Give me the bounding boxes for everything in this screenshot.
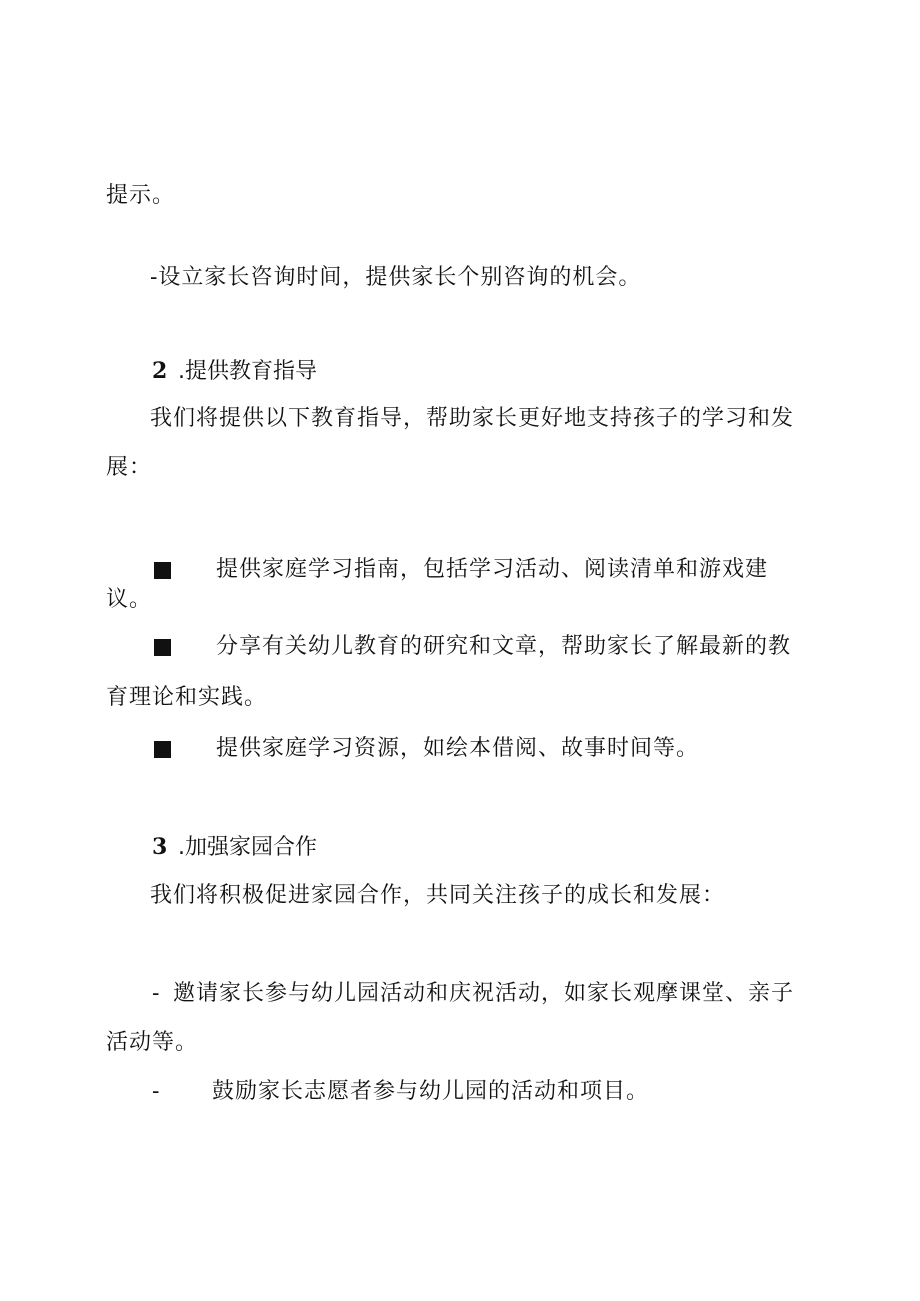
section-3-item-1-line2: 活动等。 [106, 1030, 199, 1055]
paragraph-tail: 提示。 [106, 183, 176, 208]
bullet-square-icon [154, 639, 171, 656]
section-3-number: 3 [152, 834, 168, 860]
bullet-1-line2: 议。 [106, 587, 153, 612]
section-3-item-2-line1: 鼓励家长志愿者参与幼儿园的活动和项目。 [212, 1079, 650, 1104]
bullet-1-line1: 提供家庭学习指南，包括学习活动、阅读清单和游戏建 [216, 557, 769, 582]
section-2-title: .提供教育指导 [178, 359, 317, 384]
bullet-3-line1: 提供家庭学习资源，如绘本借阅、故事时间等。 [216, 736, 700, 761]
bullet-2-line2: 育理论和实践。 [106, 685, 268, 710]
consult-time-item: -设立家长咨询时间，提供家长个别咨询的机会。 [150, 265, 642, 290]
section-3-heading [152, 832, 317, 863]
section-3-title: .加强家园合作 [178, 835, 317, 860]
bullet-square-icon [154, 741, 171, 758]
section-3-item-1-line1: 邀请家长参与幼儿园活动和庆祝活动，如家长观摩课堂、亲子 [173, 981, 795, 1006]
section-2-intro-line1: 我们将提供以下教育指导，帮助家长更好地支持孩子的学习和发 [150, 406, 795, 431]
bullet-square-icon [154, 562, 171, 579]
section-2-heading [152, 356, 317, 387]
dash-marker: - [152, 1079, 160, 1104]
bullet-2-line1: 分享有关幼儿教育的研究和文章，帮助家长了解最新的教 [216, 634, 792, 659]
dash-marker: - [152, 981, 160, 1006]
section-2-number: 2 [152, 358, 168, 384]
section-2-intro-line2: 展： [106, 455, 153, 480]
section-3-intro: 我们将积极促进家园合作，共同关注孩子的成长和发展： [150, 883, 726, 908]
